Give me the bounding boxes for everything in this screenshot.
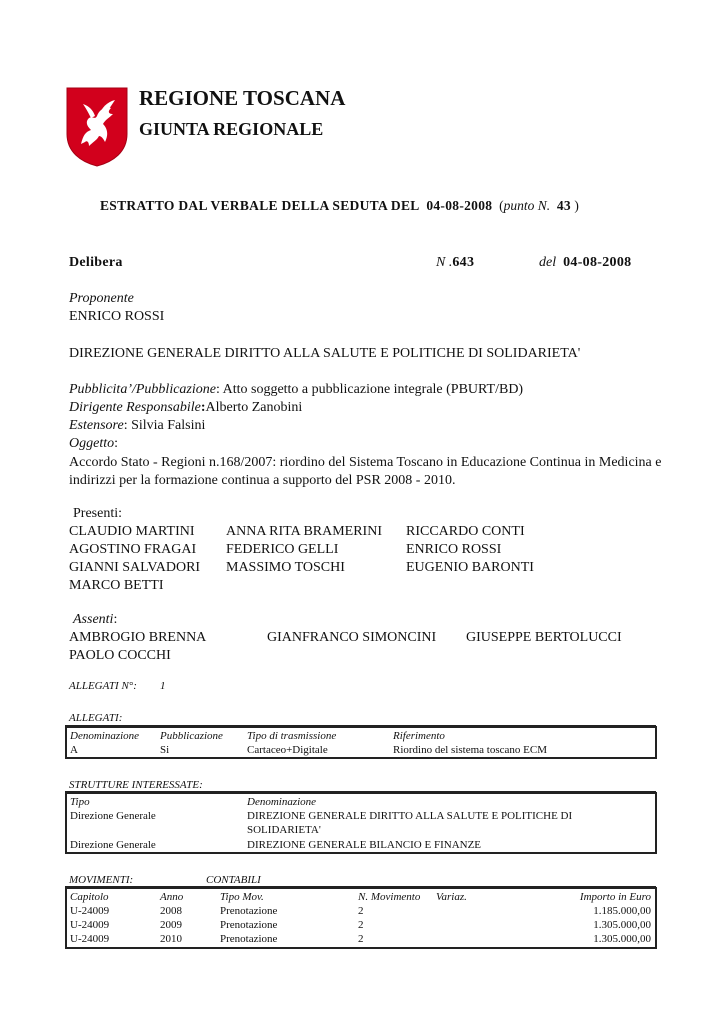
allegati-header: Riferimento xyxy=(393,730,445,742)
movimenti-header: Tipo Mov. xyxy=(220,891,264,903)
punto-label: punto N. xyxy=(503,198,551,213)
movimenti-cell: Prenotazione xyxy=(220,905,278,917)
movimenti-cell: Prenotazione xyxy=(220,933,278,945)
strutture-header: Tipo xyxy=(70,796,90,808)
assente-name: GIUSEPPE BERTOLUCCI xyxy=(466,630,622,645)
allegati-header: Tipo di trasmissione xyxy=(247,730,337,742)
oggetto-text-1: Accordo Stato - Regioni n.168/2007: riordino del Sistema Toscano in Educazione Continua in Medicina e xyxy=(69,455,662,470)
strutture-cell: DIREZIONE GENERALE DIRITTO ALLA SALUTE E POLITICHE DI xyxy=(247,810,573,822)
allegati-header: Pubblicazione xyxy=(160,730,223,742)
dirigente-sep: : xyxy=(200,400,206,415)
strutture-cell: SOLIDARIETA' xyxy=(247,824,321,836)
movimenti-cell: U-24009 xyxy=(70,933,110,945)
estensore-label: Estensore xyxy=(69,418,124,433)
direzione-line: DIREZIONE GENERALE DIRITTO ALLA SALUTE E POLITICHE DI SOLIDARIETA' xyxy=(69,346,581,361)
dirigente-value: Alberto Zanobini xyxy=(205,400,303,415)
assenti-sep: : xyxy=(113,612,118,627)
allegati-n-value: 1 xyxy=(160,680,166,692)
oggetto-text-2: indirizzi per la formazione continua a supporto del PSR 2008 - 2010. xyxy=(69,473,456,488)
allegati-title: ALLEGATI: xyxy=(69,712,123,724)
movimenti-cell: 2 xyxy=(358,919,364,931)
movimenti-cell: 2009 xyxy=(160,919,182,931)
delibera-date: 04-08-2008 xyxy=(563,255,632,270)
presente-name: FEDERICO GELLI xyxy=(226,542,339,557)
movimenti-header: Capitolo xyxy=(70,891,109,903)
movimenti-header: N. Movimento xyxy=(358,891,421,903)
pubblicita-line xyxy=(69,382,523,398)
allegati-header: Denominazione xyxy=(70,730,140,742)
presente-name: MARCO BETTI xyxy=(69,578,164,593)
assente-name: AMBROGIO BRENNA xyxy=(69,630,207,645)
movimenti-cell: U-24009 xyxy=(70,905,110,917)
movimenti-cell: 2010 xyxy=(160,933,182,945)
presenti-label: Presenti: xyxy=(73,506,122,521)
delibera-number: 643 xyxy=(452,255,475,270)
movimenti-header: Anno xyxy=(160,891,184,903)
assenti-line xyxy=(73,612,117,628)
estensore-value: : Silvia Falsini xyxy=(123,418,206,433)
movimenti-title: MOVIMENTI: xyxy=(69,874,134,886)
estensore-line xyxy=(69,418,205,434)
oggetto-sep: : xyxy=(114,436,118,451)
presente-name: AGOSTINO FRAGAI xyxy=(69,542,197,557)
movimenti-header: Importo in Euro xyxy=(579,891,651,903)
assente-name: PAOLO COCCHI xyxy=(69,648,171,663)
presente-name: ANNA RITA BRAMERINI xyxy=(226,524,382,539)
delibera-number-line xyxy=(436,255,474,271)
movimenti-cell: 1.305.000,00 xyxy=(593,933,651,945)
strutture-title: STRUTTURE INTERESSATE: xyxy=(69,779,203,791)
strutture-cell: DIREZIONE GENERALE BILANCIO E FINANZE xyxy=(247,839,482,851)
regione-toscana-crest xyxy=(65,86,129,168)
movimenti-subtitle: CONTABILI xyxy=(206,874,261,886)
movimenti-cell: 1.185.000,00 xyxy=(593,905,651,917)
movimenti-header: Variaz. xyxy=(436,891,467,903)
delibera-del-label: del xyxy=(539,255,557,270)
assente-name: GIANFRANCO SIMONCINI xyxy=(267,630,437,645)
strutture-cell: Direzione Generale xyxy=(70,810,156,822)
extract-date: 04-08-2008 xyxy=(426,198,493,213)
punto-number: 43 xyxy=(556,198,571,213)
movimenti-cell: 2 xyxy=(358,933,364,945)
punto-close: ) xyxy=(574,198,579,213)
movimenti-cell: 1.305.000,00 xyxy=(593,919,651,931)
movimenti-table xyxy=(65,887,657,949)
extract-label: ESTRATTO DAL VERBALE DELLA SEDUTA DEL xyxy=(100,198,420,213)
allegati-cell: Riordino del sistema toscano ECM xyxy=(393,744,547,756)
proponente-name: ENRICO ROSSI xyxy=(69,309,165,324)
dirigente-line xyxy=(69,400,302,416)
region-title: REGIONE TOSCANA xyxy=(139,86,346,110)
presente-name: ENRICO ROSSI xyxy=(406,542,502,557)
presente-name: RICCARDO CONTI xyxy=(406,524,525,539)
presente-name: EUGENIO BARONTI xyxy=(406,560,534,575)
delibera-n-label: N . xyxy=(436,255,453,270)
strutture-table xyxy=(65,792,657,854)
oggetto-label: Oggetto xyxy=(69,436,115,451)
delibera-label: Delibera xyxy=(69,255,123,270)
movimenti-cell: 2008 xyxy=(160,905,182,917)
allegati-table xyxy=(65,726,657,759)
movimenti-cell: Prenotazione xyxy=(220,919,278,931)
presente-name: GIANNI SALVADORI xyxy=(69,560,201,575)
pubblicita-value: : Atto soggetto a pubblicazione integrale (PBURT/BD) xyxy=(215,382,524,397)
assenti-label: Assenti xyxy=(73,612,114,627)
delibera-date-line xyxy=(539,255,631,271)
presente-name: MASSIMO TOSCHI xyxy=(226,560,345,575)
punto-open: ( xyxy=(499,198,504,213)
allegati-cell: Cartaceo+Digitale xyxy=(247,744,328,756)
presente-name: CLAUDIO MARTINI xyxy=(69,524,195,539)
movimenti-cell: 2 xyxy=(358,905,364,917)
oggetto-line xyxy=(69,436,118,452)
movimenti-cell: U-24009 xyxy=(70,919,110,931)
allegati-n-label: ALLEGATI N°: xyxy=(69,680,137,692)
dirigente-label: Dirigente Responsabile xyxy=(69,400,201,415)
extract-line xyxy=(100,198,579,214)
pubblicita-label: Pubblicita’/Pubblicazione xyxy=(69,382,216,397)
strutture-header: Denominazione xyxy=(247,796,317,808)
strutture-cell: Direzione Generale xyxy=(70,839,156,851)
allegati-cell: A xyxy=(70,744,78,756)
proponente-label: Proponente xyxy=(69,291,134,306)
allegati-cell: Si xyxy=(160,744,170,756)
council-title: GIUNTA REGIONALE xyxy=(139,119,324,139)
